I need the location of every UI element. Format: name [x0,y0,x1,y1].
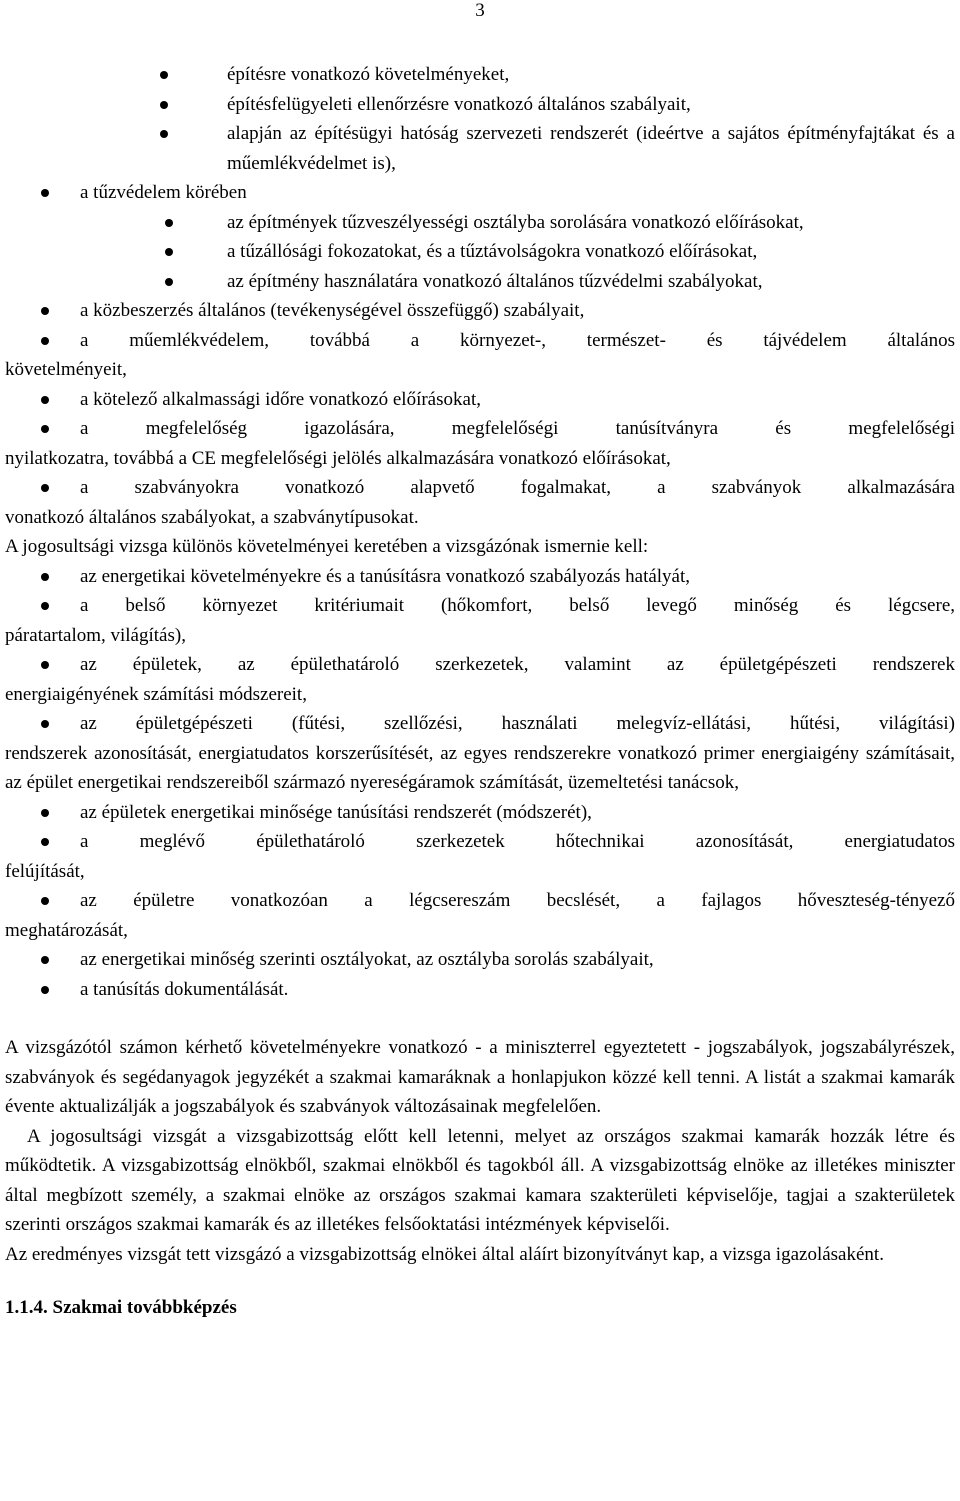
list-item-text: a tanúsítás dokumentálását. [80,978,289,1000]
list-item-text: az energetikai minőség szerinti osztályokat, az osztályba sorolás szabályait, [80,949,654,970]
list-item-continuation: nyilatkozatra, továbbá a CE megfelelőségi jelölés alkalmazására vonatkozó előírásokat, [5,447,671,469]
list-item-text: az épületek, az épülethatároló szerkezetek, valamint az épületgépészeti rendszerek [80,654,955,675]
list-item-text: az épületek energetikai minősége tanúsítási rendszerét (módszerét), [80,801,592,823]
list-item [5,119,955,178]
document-body [5,60,955,1322]
list-item [5,178,955,208]
list-item [5,650,955,709]
section-heading: 1.1.4. Szakmai továbbképzés [5,1297,237,1318]
list-item [5,975,955,1005]
paragraph: A vizsgázótól számon kérhető követelményekre vonatkozó - a miniszterrel egyeztetett - jogszabályok, jogszabályrészek, szabványok és segédanyagok jegyzékét a szakmai kamaráknak a honlapjukon közzé kell tenni. A listát a szakmai kamarák évente aktualizálják a jogszabályok és szabványok változásainak megfelelően. [5,1037,955,1117]
intro-paragraph: A jogosultsági vizsga különös követelményei keretében a vizsgázónak ismernie kell: [5,536,649,557]
list-item [5,385,955,415]
list-item [5,709,955,798]
list-item [5,886,955,945]
list-item-text: a kötelező alkalmassági időre vonatkozó előírásokat, [80,388,481,410]
list-item [5,591,955,650]
list-item-continuation: felújítását, [5,860,85,882]
list-item-text: az épületre vonatkozóan a légcsereszám becslését, a fajlagos hőveszteség-tényező [80,890,955,911]
spacer [5,1269,955,1293]
list-item-text: alapján az építésügyi hatóság szervezeti rendszerét (ideértve a sajátos építményfajtákat és a műemlékvédelmet is), [227,123,955,174]
list-item-text: az építmény használatára vonatkozó általános tűzvédelmi szabályokat, [227,270,763,292]
list-item-text: az épületgépészeti (fűtési, szellőzési, használati melegvíz-ellátási, hűtési, világítási) [80,713,955,734]
list-item-text: a meglévő épülethatároló szerkezetek hőtechnikai azonosítását, energiatudatos [80,831,955,852]
list-item-text: a szabványokra vonatkozó alapvető fogalmakat, a szabványok alkalmazására [80,477,955,498]
list-item [5,798,955,828]
list-item-text: a közbeszerzés általános (tevékenységével összefüggő) szabályait, [80,300,585,321]
list-item [5,827,955,886]
list-item [5,414,955,473]
list-item-continuation: meghatározását, [5,919,128,941]
list-item [5,267,955,297]
list-item-continuation: páratartalom, világítás), [5,624,186,646]
list-item-text: az energetikai követelményekre és a tanúsításra vonatkozó szabályozás hatályát, [80,565,691,587]
list-item [5,60,955,90]
list-item-text: építésre vonatkozó követelményeket, [227,64,510,85]
list-item-text: az építmények tűzveszélyességi osztályba sorolására vonatkozó előírásokat, [227,211,804,233]
page-number: 3 [475,0,485,21]
list-item [5,473,955,532]
list-item [5,237,955,267]
list-item-text: a megfelelőség igazolására, megfelelőségi tanúsítványra és megfelelőségi [80,418,955,439]
list-item-continuation: rendszerek azonosítását, energiatudatos korszerűsítését, az egyes rendszerekre vonatkozó primer energiaigény számításait, az épület energetikai rendszereiből származó nyereségáramok számítását, üzemeltetési tanácsok, [5,742,955,793]
list-item-continuation: követelményeit, [5,359,127,380]
list-item [5,562,955,592]
list-item [5,208,955,238]
list-item-continuation: vonatkozó általános szabályokat, a szabványtípusokat. [5,506,419,528]
list-item [5,326,955,385]
list-item-text: a műemlékvédelem, továbbá a környezet-, természet- és tájvédelem általános [80,329,955,351]
spacer [5,1004,955,1033]
list-item-continuation: energiaigényének számítási módszereit, [5,683,307,705]
list-item-text: építésfelügyeleti ellenőrzésre vonatkozó általános szabályait, [227,93,691,115]
list-item-text: a tűzvédelem körében [80,182,247,203]
paragraph: A jogosultsági vizsgát a vizsgabizottság előtt kell letenni, melyet az országos szakmai kamarák hozzák létre és működtetik. A vizsgabizottság elnökből, szakmai elnökből és tagokból áll. A vizsgabizottság elnöke az illetékes miniszter által megbízott személy, a szakmai elnöke az országos szakmai kamara szakterületi képviselője, tagjai a szakterületek szerinti országos szakmai kamarák és az illetékes felsőoktatási intézmények képviselői. [5,1125,955,1235]
list-item-text: a tűzállósági fokozatokat, és a tűztávolságokra vonatkozó előírásokat, [227,241,758,262]
list-item [5,296,955,326]
list-item [5,90,955,120]
paragraph: Az eredményes vizsgát tett vizsgázó a vizsgabizottság elnökei által aláírt bizonyítványt kap, a vizsga igazolásaként. [5,1243,884,1265]
list-item [5,945,955,975]
list-item-text: a belső környezet kritériumait (hőkomfort, belső levegő minőség és légcsere, [80,595,955,616]
